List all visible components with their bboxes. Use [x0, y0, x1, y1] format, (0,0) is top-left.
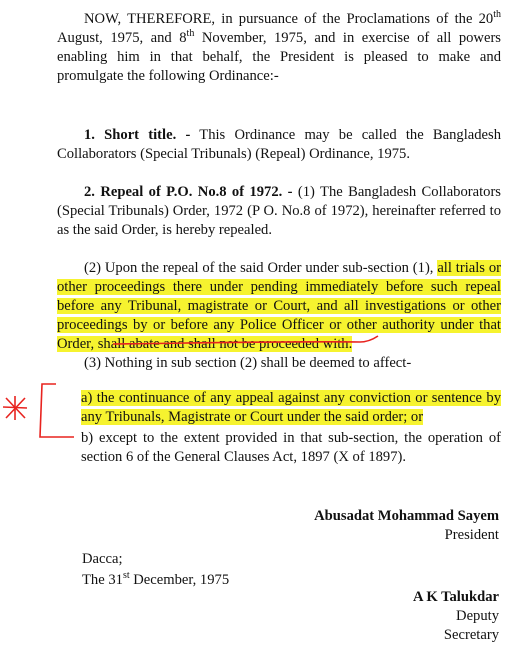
preamble-line-4: promulgate the following Ordinance:-	[57, 68, 279, 84]
signatory-title: Deputy	[456, 608, 499, 624]
section-1-heading: 1. Short title. -	[84, 127, 191, 143]
ordinal-suffix: th	[493, 9, 501, 21]
red-bracket	[40, 384, 74, 437]
red-underline	[113, 336, 378, 344]
section-2-heading: 2. Repeal of P.O. No.8 of 1972. -	[84, 184, 293, 200]
highlighted-text: other proceedings there under pending immediately before such repeal	[57, 279, 501, 295]
signatory-title: President	[444, 527, 499, 543]
preamble-line-3: enabling him in that behalf, the President is pleased to make and	[57, 49, 501, 65]
preamble-line-1: NOW, THEREFORE, in pursuance of the Proclamations of the 20	[84, 11, 494, 27]
underlined-highlighted-text: shall abate and shall not be proceeded with.	[97, 336, 353, 352]
signatory-title: Secretary	[443, 627, 499, 643]
date-part-2: December, 1975	[129, 572, 230, 588]
subsection-2-line-1: (2) Upon the repeal of the said Order under sub-section (1),	[84, 260, 438, 276]
section-1-line-2: Collaborators (Special Tribunals) (Repeal) Ordinance, 1975.	[57, 146, 411, 162]
section-1-line-1: This Ordinance may be called the Bangladesh	[190, 127, 502, 143]
preamble-line-2b: November, 1975, and in exercise of all powers	[194, 30, 501, 46]
subsection-3-text: (3) Nothing in sub section (2) shall be deemed to affect-	[84, 355, 412, 371]
signatory-name: A K Talukdar	[413, 589, 499, 605]
red-asterisk-mark	[3, 396, 27, 420]
highlighted-text: proceedings by or before any Police Officer or other authority under that	[57, 317, 501, 333]
highlighted-text: all trials or	[437, 260, 501, 276]
preamble-line-2a: August, 1975, and 8	[57, 30, 187, 46]
clause-b-line-2: section 6 of the General Clauses Act, 1897 (X of 1897).	[81, 449, 407, 465]
highlighted-text: any Tribunals, Magistrate or Court under the said order; or	[81, 409, 424, 425]
signatory-name: Abusadat Mohammad Sayem	[314, 508, 499, 524]
ordinal-suffix: st	[122, 570, 130, 582]
ordinal-suffix: th	[186, 28, 195, 40]
clause-b-line-1: b) except to the extent provided in that sub-section, the operation of	[81, 430, 501, 446]
section-2-line-1: (1) The Bangladesh Collaborators	[292, 184, 501, 200]
date-part-1: The 31	[82, 572, 123, 588]
highlighted-text: before any Tribunal, magistrate or Court, and all investigations or other	[57, 298, 501, 314]
section-2-line-3: as the said Order, is hereby repealed.	[57, 222, 272, 238]
section-2-line-2: (Special Tribunals) Order, 1972 (P O. No.8 of 1972), hereinafter referred to	[57, 203, 501, 219]
highlighted-text: Order,	[57, 336, 98, 352]
highlighted-text: a) the continuance of any appeal against any conviction or sentence by	[81, 390, 501, 406]
place: Dacca;	[82, 551, 123, 567]
